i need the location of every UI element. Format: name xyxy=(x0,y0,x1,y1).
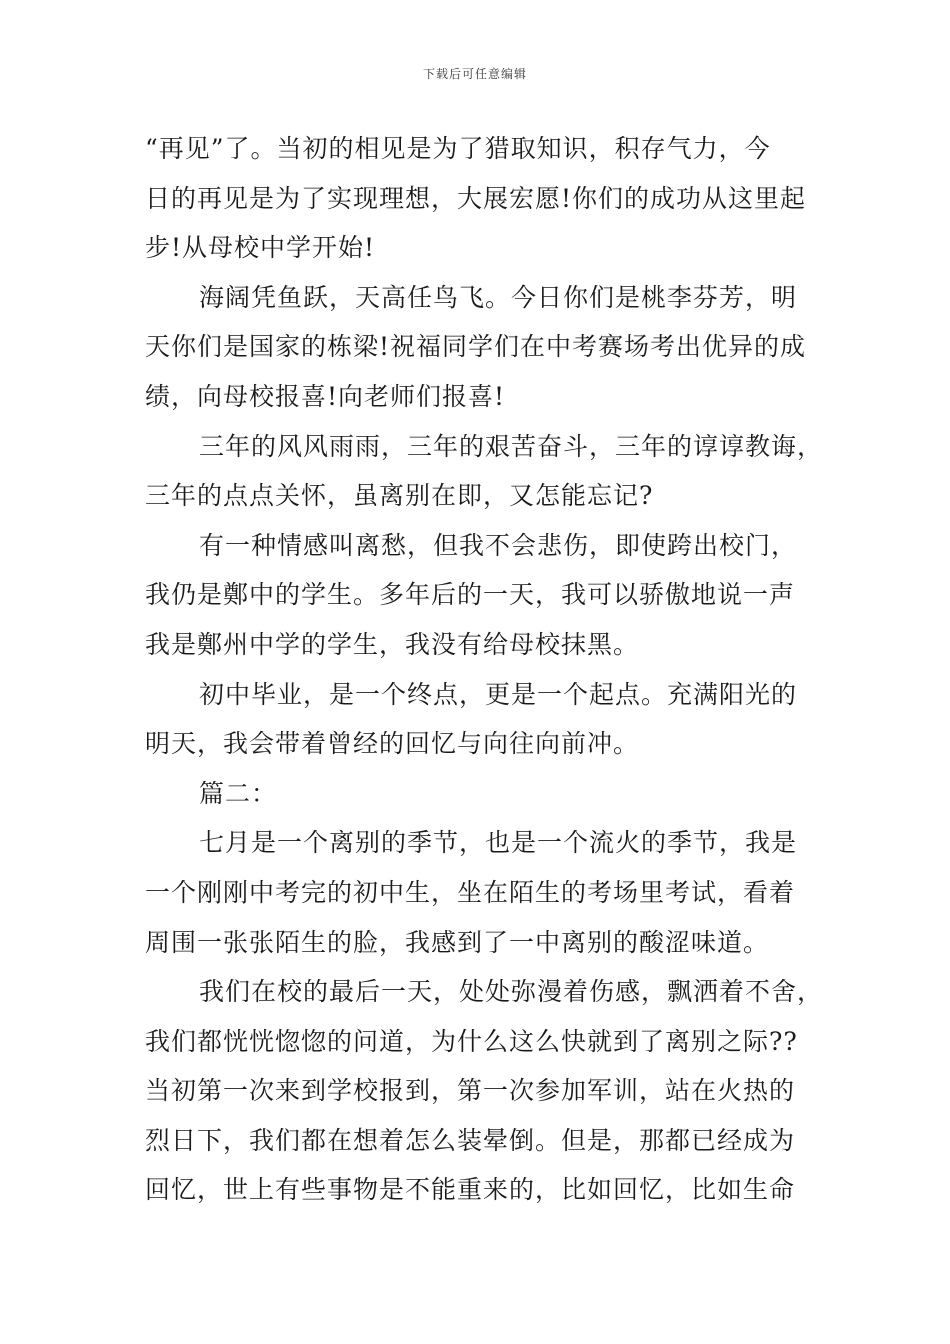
text-line: 烈日下，我们都在想着怎么装晕倒。但是，那都已经成为 xyxy=(145,1125,796,1155)
text-line: 我们在校的最后一天，处处弥漫着伤感，飘洒着不舍， xyxy=(199,977,824,1007)
text-line: 三年的风风雨雨，三年的艰苦奋斗，三年的谆谆教诲， xyxy=(199,431,824,461)
text-line: 明天，我会带着曾经的回忆与向往向前冲。 xyxy=(145,729,640,759)
text-line: 天你们是国家的栋梁!祝福同学们在中考赛场考出优异的成 xyxy=(145,332,807,362)
text-line: 我们都恍恍惚惚的问道，为什么这么快就到了离别之际?? xyxy=(145,1026,798,1056)
text-line: 有一种情感叫离愁，但我不会悲伤，即使跨出校门， xyxy=(199,530,798,560)
text-line: 我是鄭州中学的学生，我没有给母校抹黑。 xyxy=(145,629,640,659)
document-body xyxy=(145,124,825,1215)
paragraph xyxy=(145,818,825,967)
paragraph xyxy=(145,273,825,422)
text-line: 步!从母校中学开始! xyxy=(145,233,376,263)
paragraph xyxy=(145,124,825,273)
text-line: 绩，向母校报喜!向老师们报喜! xyxy=(145,381,506,411)
section-heading: 篇二： xyxy=(199,778,278,808)
paragraph xyxy=(145,670,825,769)
text-line: 海阔凭鱼跃，天高任鸟飞。今日你们是桃李芬芳，明 xyxy=(199,282,798,312)
text-line: 初中毕业，是一个终点，更是一个起点。充满阳光的 xyxy=(199,679,798,709)
text-line: 周围一张张陌生的脸，我感到了一中离别的酸涩味道。 xyxy=(145,927,770,957)
paragraph xyxy=(145,422,825,521)
text-line: 回忆，世上有些事物是不能重来的，比如回忆，比如生命 xyxy=(145,1175,796,1205)
text-line: 我仍是鄭中的学生。多年后的一天，我可以骄傲地说一声 xyxy=(145,580,796,610)
text-line: 七月是一个离别的季节，也是一个流火的季节，我是 xyxy=(199,828,798,858)
paragraph xyxy=(145,521,825,670)
text-line: 当初第一次来到学校报到，第一次参加军训，站在火热的 xyxy=(145,1076,796,1106)
text-line: 三年的点点关怀，虽离别在即，又怎能忘记? xyxy=(145,481,654,511)
text-line: 日的再见是为了实现理想，大展宏愿!你们的成功从这里起 xyxy=(145,183,807,213)
page-header: 下载后可任意编辑 xyxy=(422,67,527,81)
text-line: “再见”了。当初的相见是为了猎取知识，积存气力，今 xyxy=(145,134,771,163)
paragraph xyxy=(145,967,825,1215)
text-line: 一个刚刚中考完的初中生，坐在陌生的考场里考试，看着 xyxy=(145,877,796,907)
